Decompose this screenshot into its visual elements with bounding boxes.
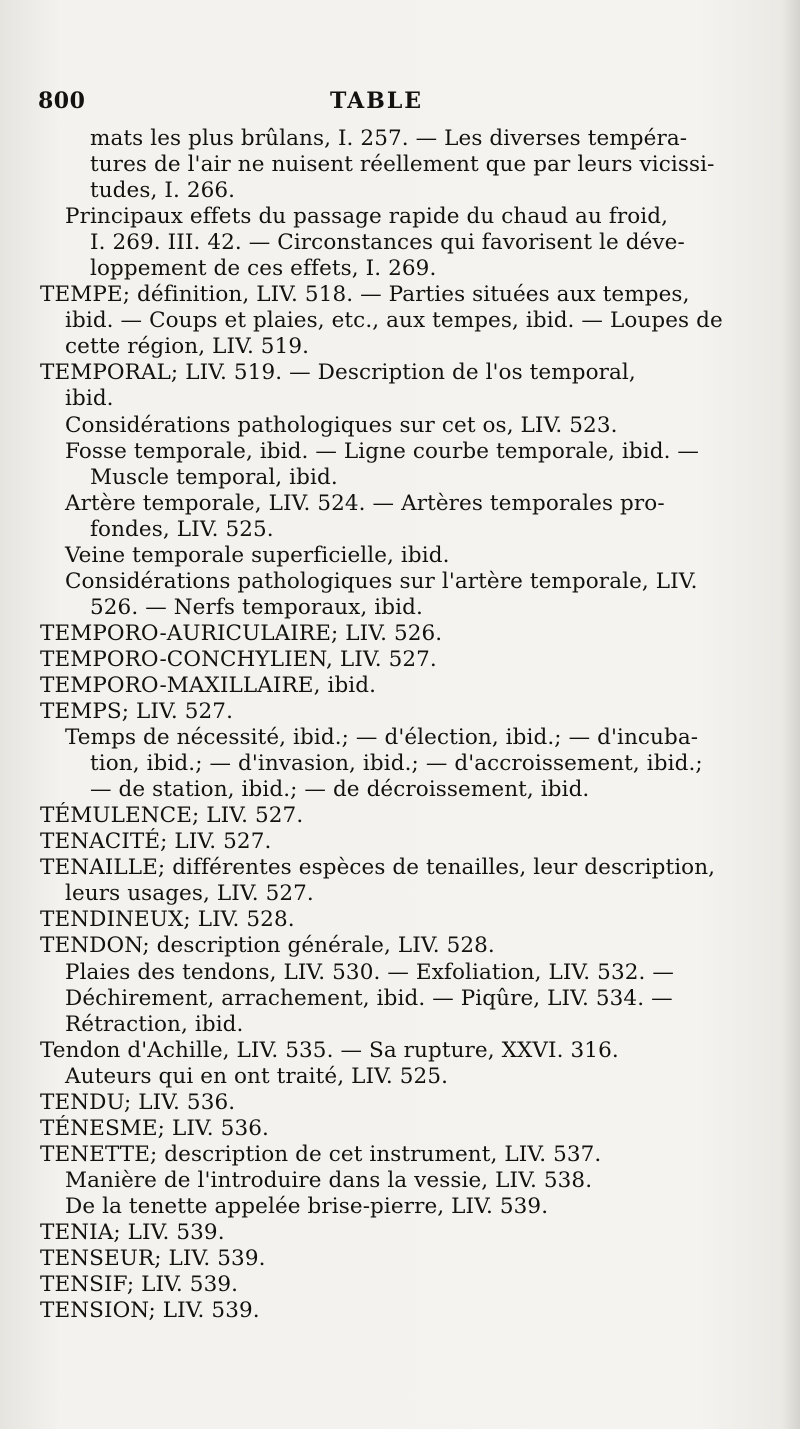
index-line: ibid. — Coups et plaies, etc., aux tempes, ibid. — Loupes de [65, 308, 723, 334]
index-line: mats les plus brûlans, I. 257. — Les diverses tempéra- [90, 126, 688, 151]
index-entry-temulence: TÉMULENCE; LIV. 527. [40, 803, 304, 829]
index-line: Principaux effets du passage rapide du chaud au froid, [65, 204, 669, 230]
running-title: TABLE [330, 88, 424, 114]
index-line: De la tenette appelée brise-pierre, LIV. 539. [65, 1193, 549, 1219]
index-entry-tenia: TENIA; LIV. 539. [40, 1219, 225, 1245]
index-line: ibid. [65, 386, 114, 412]
index-line: I. 269. III. 42. — Circonstances qui favorisent le déve- [90, 230, 685, 256]
page-edge-shadow [782, 0, 800, 1429]
index-line: Manière de l'introduire dans la vessie, LIV. 538. [65, 1167, 593, 1193]
index-entry-tendon: TENDON; description générale, LIV. 528. [40, 933, 495, 959]
index-entry-temps: TEMPS; LIV. 527. [40, 699, 234, 725]
index-line: cette région, LIV. 519. [65, 334, 310, 360]
index-line: Muscle temporal, ibid. [90, 464, 338, 490]
index-line: tion, ibid.; — d'invasion, ibid.; — d'accroissement, ibid.; [90, 751, 703, 777]
index-line: Plaies des tendons, LIV. 530. — Exfoliation, LIV. 532. — [65, 959, 674, 985]
page-number: 800 [38, 88, 86, 114]
index-entry-tendineux: TENDINEUX; LIV. 528. [40, 907, 295, 933]
index-entry-tempe: TEMPE; définition, LIV. 518. — Parties situées aux tempes, [40, 282, 690, 308]
index-line: fondes, LIV. 525. [90, 516, 274, 542]
index-line: Rétraction, ibid. [65, 1011, 244, 1037]
index-entry-tenaille: TENAILLE; différentes espèces de tenailles, leur description, [40, 855, 716, 881]
page-header [38, 88, 710, 122]
index-line: Considérations pathologiques sur l'artère temporale, LIV. [65, 568, 698, 594]
index-line: Veine temporale superficielle, ibid. [65, 542, 450, 568]
index-line: loppement de ces effets, I. 269. [90, 256, 437, 282]
index-entry-temporal: TEMPORAL; LIV. 519. — Description de l'os temporal, [40, 360, 636, 386]
index-line: Déchirement, arrachement, ibid. — Piqûre, LIV. 534. — [65, 985, 673, 1011]
index-entry-tendon-achille: Tendon d'Achille, LIV. 535. — Sa rupture, XXVI. 316. [40, 1037, 619, 1063]
index-line: Considérations pathologiques sur cet os, LIV. 523. [65, 412, 618, 438]
index-line: leurs usages, LIV. 527. [65, 881, 314, 907]
index-entry-tenseur: TENSEUR; LIV. 539. [40, 1246, 266, 1272]
index-entry-tenacite: TENACITÉ; LIV. 527. [40, 829, 272, 855]
index-body [40, 126, 730, 1324]
index-line: tudes, I. 266. [90, 178, 236, 204]
index-line: Temps de nécessité, ibid.; — d'élection, ibid.; — d'incuba- [65, 725, 699, 751]
index-entry-tensif: TENSIF; LIV. 539. [40, 1272, 239, 1298]
index-line: Artère temporale, LIV. 524. — Artères temporales pro- [65, 490, 665, 516]
index-line: 526. — Nerfs temporaux, ibid. [90, 594, 423, 620]
index-line: — de station, ibid.; — de décroissement, ibid. [90, 777, 590, 803]
index-entry-tendu: TENDU; LIV. 536. [40, 1089, 236, 1115]
index-entry-temporo-auriculaire: TEMPORO-AURICULAIRE; LIV. 526. [40, 620, 443, 646]
index-line: tures de l'air ne nuisent réellement que par leurs vicissi- [90, 152, 715, 178]
index-entry-temporo-maxillaire: TEMPORO-MAXILLAIRE, ibid. [40, 672, 377, 698]
index-line: Fosse temporale, ibid. — Ligne courbe temporale, ibid. — [65, 438, 700, 464]
index-entry-temporo-conchylien: TEMPORO-CONCHYLIEN, LIV. 527. [40, 646, 437, 672]
index-line: Auteurs qui en ont traité, LIV. 525. [65, 1063, 449, 1089]
index-entry-tenette: TENETTE; description de cet instrument, LIV. 537. [40, 1141, 602, 1167]
index-entry-tenesme: TÉNESME; LIV. 536. [40, 1115, 269, 1141]
index-entry-tension: TENSION; LIV. 539. [40, 1298, 260, 1324]
